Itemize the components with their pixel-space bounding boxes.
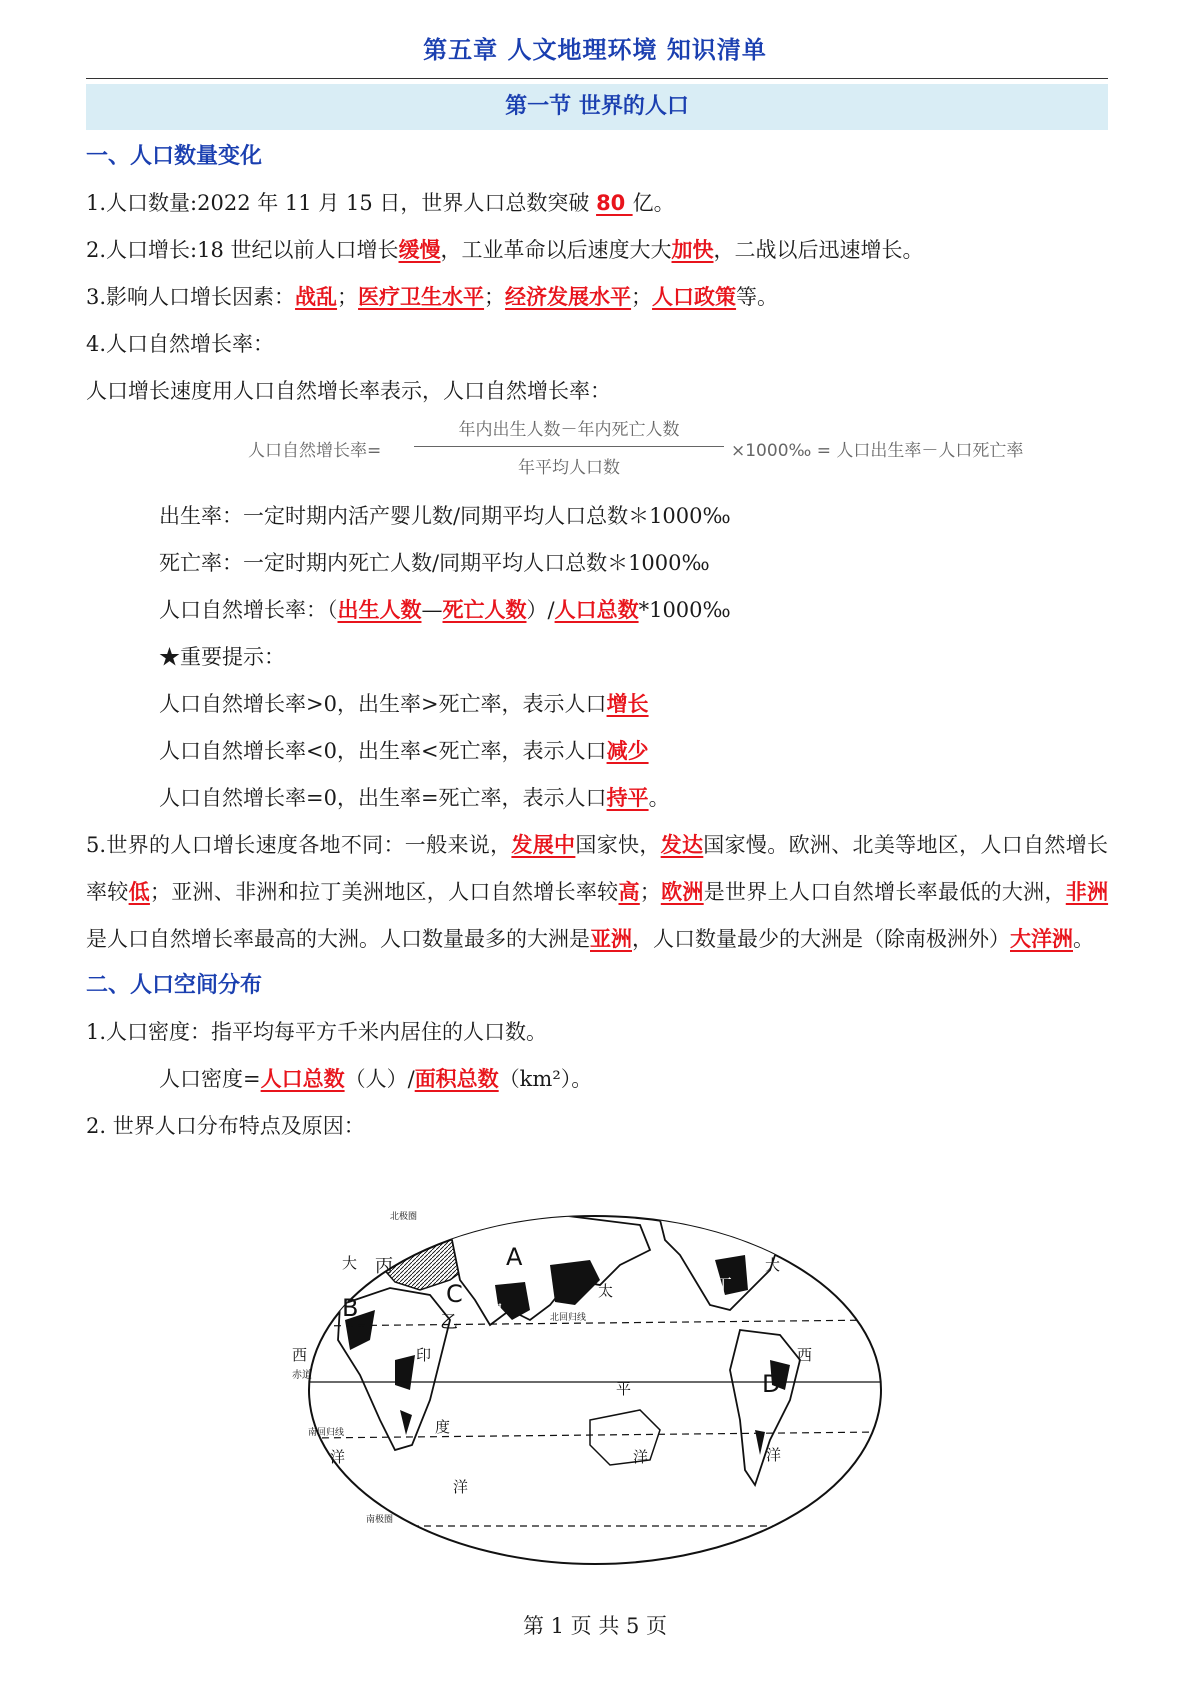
key-term: 增长	[606, 692, 649, 716]
formula-numerator: 年内出生人数－年内死亡人数	[458, 420, 680, 440]
label-da1: 大	[342, 1254, 358, 1272]
key-term: 高	[618, 880, 640, 904]
death-rate-definition: 死亡率：一定时期内死亡人数/同期平均人口总数＊1000‰	[159, 551, 710, 575]
key-term: 人口政策	[652, 285, 737, 309]
heading-population-change: 一、人口数量变化	[86, 144, 263, 169]
key-term: 死亡人数	[442, 598, 527, 622]
label-xi1: 西	[292, 1346, 308, 1364]
label-arctic-circle: 北极圈	[390, 1212, 418, 1222]
label-yang3: 洋	[453, 1478, 469, 1496]
label-a: A	[506, 1243, 523, 1271]
fraction-bar	[414, 446, 724, 447]
key-term: 非洲	[1065, 880, 1109, 904]
label-c: C	[446, 1280, 463, 1308]
label-ding: 丁	[714, 1276, 732, 1297]
important-tip: ★重要提示：	[159, 645, 285, 669]
item-regional-growth: 5.世界的人口增长速度各地不同：一般来说，发展中国家快，发达国家慢。欧洲、北美等地区，人口自然增长率较低；亚洲、非洲和拉丁美洲地区，人口自然增长率较高；欧洲是世界上人口自然增长率最低的大洲，非洲是人口自然增长率最高的大洲。人口数量最多的大洲是亚洲，人口数量最少的大洲是（除南极洲外）大洋洲。	[86, 833, 1109, 951]
key-term: 减少	[606, 739, 649, 763]
key-term: 战乱	[295, 285, 338, 309]
page-title: 第五章 人文地理环境 知识清单	[423, 36, 767, 64]
formula-denominator: 年平均人口数	[518, 458, 620, 478]
label-yang2: 洋	[633, 1448, 649, 1466]
item-population-growth: 2.人口增长:18 世纪以前人口增长缓慢，工业革命以后速度大大加快，二战以后迅速增长。	[86, 238, 924, 262]
natural-growth-intro: 人口增长速度用人口自然增长率表示，人口自然增长率：	[86, 379, 611, 403]
tip-decrease: 人口自然增长率<0，出生率<死亡率，表示人口减少	[159, 739, 649, 763]
key-term: 大洋洲	[1010, 927, 1073, 951]
label-tropic-of-capricorn: 南回归线	[308, 1428, 345, 1438]
label-yang1: 洋	[330, 1448, 346, 1466]
key-term: 经济发展水平	[505, 285, 632, 309]
key-term: 低	[128, 880, 150, 904]
label-yin: 印	[416, 1346, 432, 1364]
key-term: 80	[596, 191, 633, 215]
item-natural-growth-rate: 4.人口自然增长率：	[86, 332, 275, 356]
label-tai: 太	[598, 1282, 614, 1300]
content	[86, 134, 1108, 1150]
item-population-count: 1.人口数量:2022 年 11 月 15 日，世界人口总数突破 80 亿。	[86, 191, 675, 215]
key-term: 人口总数	[260, 1067, 345, 1091]
item-population-density: 1.人口密度：指平均每平方千米内居住的人口数。	[86, 1020, 548, 1044]
item-distribution-features: 2. 世界人口分布特点及原因：	[86, 1114, 365, 1138]
key-term: 发展中	[511, 833, 576, 857]
key-term: 人口总数	[554, 598, 639, 622]
formula-lhs: 人口自然增长率=	[248, 441, 382, 461]
label-bing: 丙	[375, 1256, 393, 1277]
key-term: 面积总数	[414, 1067, 499, 1091]
label-yi: 乙	[440, 1312, 458, 1333]
tip-growth: 人口自然增长率>0，出生率>死亡率，表示人口增长	[159, 692, 649, 716]
page-number: 第 1 页 共 5 页	[522, 1614, 668, 1638]
label-da2: 大	[765, 1256, 781, 1274]
label-b: B	[342, 1294, 359, 1322]
tip-stable: 人口自然增长率=0，出生率=死亡率，表示人口持平。	[159, 786, 670, 810]
label-du: 度	[435, 1418, 451, 1436]
key-term: 缓慢	[398, 238, 441, 262]
label-antarctic-circle: 南极圈	[366, 1515, 394, 1525]
title-divider	[86, 78, 1108, 79]
natural-rate-definition: 人口自然增长率：（出生人数—死亡人数）/人口总数*1000‰	[159, 598, 731, 622]
label-yang4: 洋	[766, 1446, 782, 1464]
label-jia: 甲	[485, 1302, 503, 1323]
label-equator: 赤道	[292, 1370, 312, 1381]
label-d: D	[762, 1370, 781, 1398]
section-title: 第一节 世界的人口	[86, 84, 1108, 130]
item-growth-factors: 3.影响人口增长因素：战乱；医疗卫生水平；经济发展水平；人口政策等。	[86, 285, 779, 309]
label-ping: 平	[616, 1380, 632, 1398]
density-formula: 人口密度=人口总数（人）/面积总数（km²）。	[159, 1067, 593, 1091]
formula-rhs: ×1000‰ = 人口出生率－人口死亡率	[731, 441, 1024, 461]
growth-rate-formula	[86, 415, 1108, 493]
key-term: 医疗卫生水平	[358, 285, 485, 309]
world-population-map	[292, 1210, 890, 1570]
label-tropic-of-cancer: 北回归线	[550, 1313, 587, 1323]
key-term: 加快	[671, 238, 714, 262]
key-term: 出生人数	[337, 598, 422, 622]
key-term: 持平	[606, 786, 649, 810]
birth-rate-definition: 出生率：一定时期内活产婴儿数/同期平均人口总数＊1000‰	[159, 504, 731, 528]
key-term: 发达	[660, 833, 704, 857]
label-xi2: 西	[797, 1346, 813, 1364]
key-term: 亚洲	[590, 927, 632, 951]
key-term: 欧洲	[660, 880, 704, 904]
heading-population-distribution: 二、人口空间分布	[86, 973, 263, 998]
